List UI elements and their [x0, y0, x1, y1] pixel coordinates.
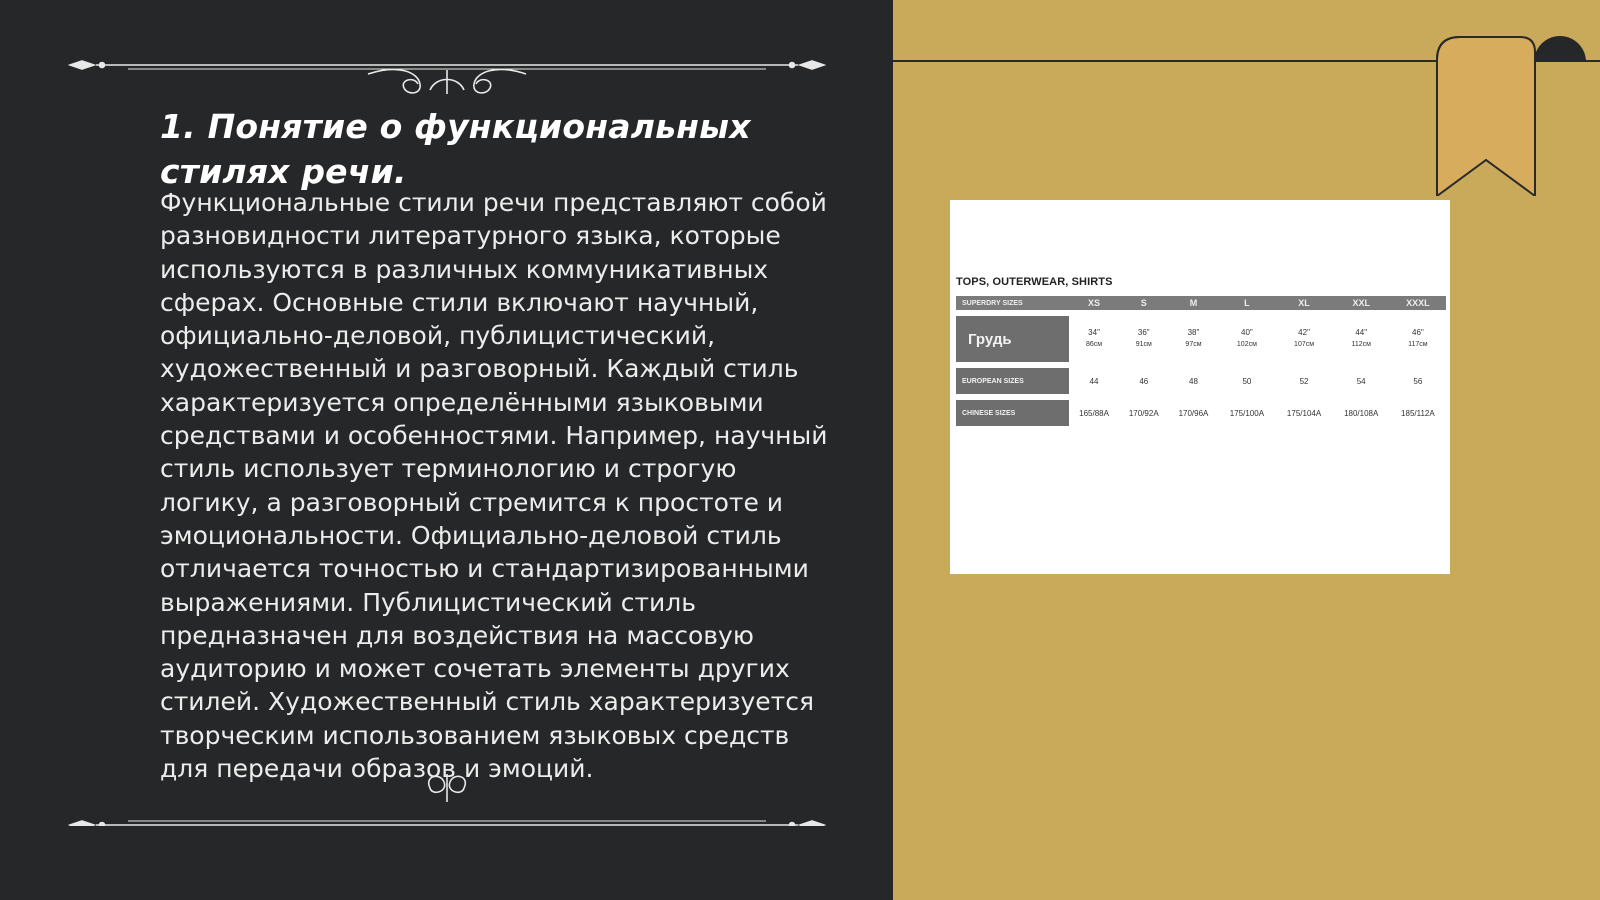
european-value: 50	[1242, 376, 1252, 386]
chest-cell	[1390, 316, 1446, 362]
european-label: EUROPEAN SIZES	[956, 368, 1069, 394]
chest-cell	[1333, 316, 1390, 362]
chest-inches: 42"	[1298, 328, 1310, 337]
chest-cm: 117см	[1408, 341, 1428, 348]
chest-inches: 44"	[1355, 328, 1368, 337]
chinese-label: CHINESE SIZES	[956, 400, 1069, 426]
european-row	[956, 368, 1446, 394]
chinese-row	[956, 400, 1446, 426]
size-chart-image	[950, 200, 1450, 574]
chest-row	[956, 316, 1446, 362]
chest-inches: 40"	[1241, 328, 1253, 337]
size-col-header: M	[1169, 296, 1219, 310]
chest-cm: 97см	[1185, 341, 1202, 348]
slide-body-text: Функциональные стили речи представляют собой разновидности литературного языка, которые используются в различных коммуникативных сферах. Основные стили включают научный, официально-деловой, публицистический, художественный и разговорный. Каждый стиль характеризуется определёнными языковыми средствами и особенностями. Например, научный стиль использует терминологию и строгую логику, а разговорный стремится к простоте и эмоциональности. Официально-деловой стиль отличается точностью и стандартизированными выражениями. Публицистический стиль предназначен для воздействия на массовую аудиторию и может сочетать элементы других стилей. Художественный стиль характеризуется творческим использованием языковых средств для передачи образов и эмоций.	[160, 188, 828, 784]
size-col-header: XL	[1275, 296, 1332, 310]
chinese-value: 175/100A	[1229, 408, 1265, 418]
chest-cell	[1275, 316, 1332, 362]
size-col-header: XXL	[1333, 296, 1390, 310]
european-value: 44	[1089, 376, 1099, 386]
european-value: 56	[1413, 376, 1423, 386]
size-col-header: XS	[1069, 296, 1119, 310]
european-value: 48	[1189, 376, 1198, 386]
bookmark-ribbon-icon	[1436, 36, 1536, 196]
chest-label: Грудь	[956, 316, 1069, 362]
size-chart-title: TOPS, OUTERWEAR, SHIRTS	[956, 276, 1113, 288]
european-value: 54	[1356, 376, 1366, 386]
chest-inches: 46"	[1412, 328, 1424, 337]
chest-inches: 38"	[1187, 328, 1200, 337]
dark-circle-icon	[1534, 36, 1586, 88]
size-col-header: L	[1218, 296, 1275, 310]
ornamental-divider-top	[68, 40, 826, 94]
chest-cell	[1119, 316, 1169, 362]
european-value: 46	[1139, 376, 1149, 386]
chinese-value: 170/96A	[1178, 408, 1209, 418]
chest-inches: 36"	[1137, 328, 1150, 337]
chest-cell	[1069, 316, 1119, 362]
chinese-value: 185/112A	[1401, 408, 1435, 418]
slide-title: 1. Понятие о функциональных стилях речи.	[160, 107, 751, 191]
size-header-label: SUPERDRY SIZES	[956, 296, 1069, 310]
size-table	[956, 296, 1446, 426]
ornamental-divider-bottom	[68, 772, 826, 826]
chinese-value: 180/108A	[1344, 408, 1379, 418]
chest-cm: 112см	[1351, 341, 1371, 348]
chest-cell	[1218, 316, 1275, 362]
chest-cm: 91см	[1135, 341, 1152, 348]
chest-cell	[1169, 316, 1219, 362]
size-col-header: S	[1119, 296, 1169, 310]
chinese-value: 175/104A	[1286, 408, 1322, 418]
size-col-header: XXXL	[1390, 296, 1446, 310]
chest-cm: 86см	[1085, 341, 1103, 348]
chest-cm: 102см	[1236, 341, 1257, 348]
size-chart	[956, 276, 1446, 426]
european-value: 52	[1299, 376, 1309, 386]
chinese-value: 170/92A	[1128, 408, 1159, 418]
chest-inches: 34"	[1088, 328, 1100, 337]
chest-cm: 107см	[1294, 341, 1315, 348]
size-header-row	[956, 296, 1446, 310]
chinese-value: 165/88A	[1079, 408, 1109, 418]
